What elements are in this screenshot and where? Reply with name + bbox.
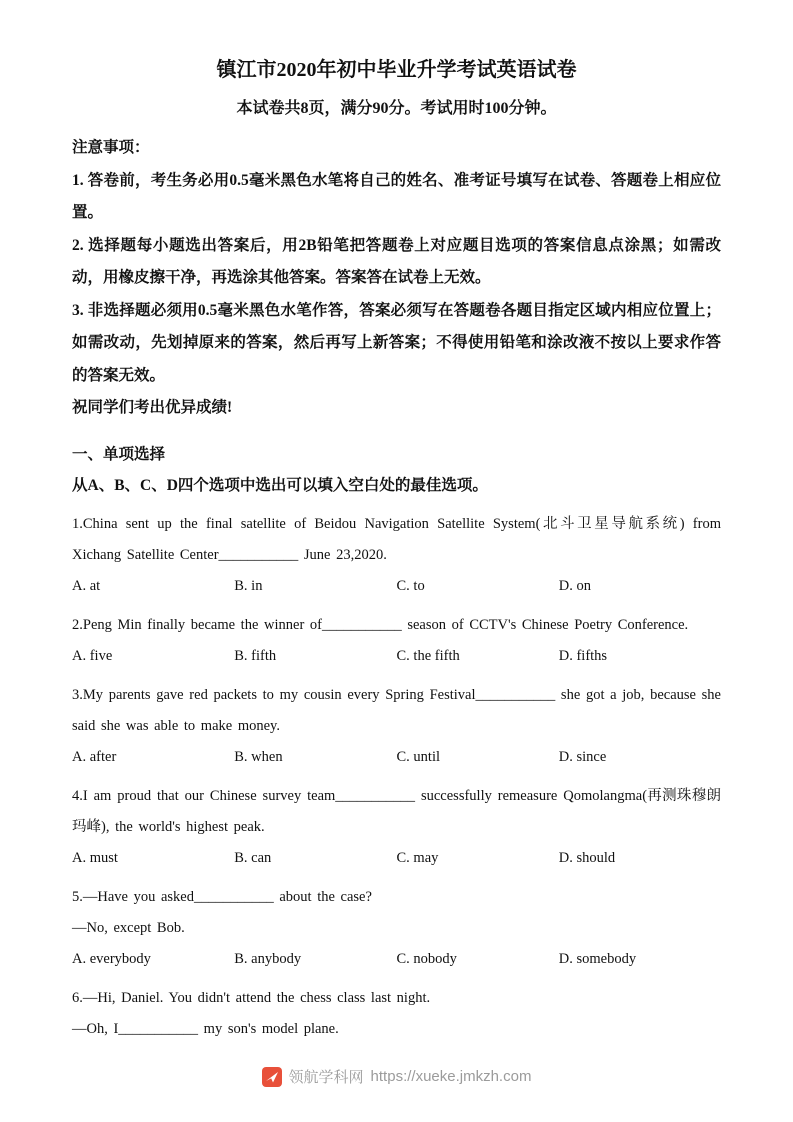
question-3-option-c: C. until	[396, 748, 441, 765]
question-4-stem: 4.I am proud that our Chinese survey team___________ successfully remeasure Qomolangma(再测珠穆朗玛峰), the world's highest peak.	[72, 787, 721, 835]
wish-line: 祝同学们考出优异成绩!	[72, 399, 233, 416]
page-subtitle: 本试卷共8页，满分90分。考试用时100分钟。	[236, 100, 557, 117]
question-1-options	[72, 571, 721, 602]
footer-url: https://xueke.jmkzh.com	[370, 1068, 532, 1085]
footer-site-name: 领航学科网	[288, 1069, 364, 1086]
question-4	[72, 781, 721, 874]
question-1-option-c: C. to	[396, 577, 425, 594]
question-1-option-d: D. on	[558, 577, 591, 594]
question-3-options	[72, 742, 721, 773]
question-2-option-a: A. five	[72, 647, 113, 664]
notices-heading: 注意事项：	[72, 139, 150, 156]
question-2-option-b: B. fifth	[234, 647, 277, 664]
question-5-stem-line-1: 5.—Have you asked___________ about the case?	[72, 888, 372, 905]
question-6-stem-line-2: —Oh, I___________ my son's model plane.	[72, 1020, 339, 1037]
question-2-stem: 2.Peng Min finally became the winner of___________ season of CCTV's Chinese Poetry Conference.	[72, 616, 689, 633]
question-5-stem-line-2: —No, except Bob.	[72, 919, 185, 936]
notice-item-3: 3. 非选择题必须用0.5毫米黑色水笔作答，答案必须写在答题卷各题目指定区域内相应位置上；如需改动，先划掉原来的答案，然后再写上新答案；不得使用铅笔和涂改液不按以上要求作答的答案无效。	[72, 301, 721, 384]
question-3-option-a: A. after	[72, 748, 117, 765]
question-5-option-d: D. somebody	[558, 950, 637, 967]
question-6	[72, 983, 721, 1045]
notice-item-2: 2. 选择题每小题选出答案后，用2B铅笔把答题卷上对应题目选项的答案信息点涂黑；如需改动，用橡皮擦干净，再选涂其他答案。答案答在试卷上无效。	[72, 236, 721, 286]
site-footer	[0, 1066, 793, 1087]
question-5	[72, 882, 721, 975]
question-5-option-a: A. everybody	[72, 950, 151, 967]
question-1-option-b: B. in	[234, 577, 263, 594]
site-logo-icon	[262, 1067, 282, 1087]
question-3-option-d: D. since	[558, 748, 607, 765]
question-2	[72, 610, 721, 672]
question-4-options	[72, 843, 721, 874]
question-1-stem: 1.China sent up the final satellite of Beidou Navigation Satellite System(北斗卫星导航系统) from Xichang Satellite Center___________ June 23,2020.	[72, 515, 721, 563]
section-heading: 一、单项选择	[72, 445, 166, 463]
question-4-option-a: A. must	[72, 849, 118, 866]
question-4-option-c: C. may	[396, 849, 439, 866]
question-3-stem: 3.My parents gave red packets to my cousin every Spring Festival___________ she got a job, because she said she was able to make money.	[72, 686, 721, 734]
question-6-stem-line-1: 6.—Hi, Daniel. You didn't attend the chess class last night.	[72, 989, 431, 1006]
notice-item-1: 1. 答卷前，考生务必用0.5毫米黑色水笔将自己的姓名、准考证号填写在试卷、答题卷上相应位置。	[72, 171, 721, 221]
question-2-option-d: D. fifths	[558, 647, 608, 664]
question-1-option-a: A. at	[72, 577, 101, 594]
question-3	[72, 680, 721, 773]
question-4-option-d: D. should	[558, 849, 616, 866]
exam-notices	[72, 132, 721, 425]
question-3-option-b: B. when	[234, 748, 283, 765]
question-5-option-c: C. nobody	[396, 950, 457, 967]
question-5-options	[72, 944, 721, 975]
question-5-option-b: B. anybody	[234, 950, 302, 967]
question-2-option-c: C. the fifth	[396, 647, 460, 664]
question-1	[72, 509, 721, 602]
question-4-option-b: B. can	[234, 849, 272, 866]
page-title: 镇江市2020年初中毕业升学考试英语试卷	[216, 59, 577, 81]
section-instruction: 从A、B、C、D四个选项中选出可以填入空白处的最佳选项。	[72, 476, 488, 494]
question-2-options	[72, 641, 721, 672]
